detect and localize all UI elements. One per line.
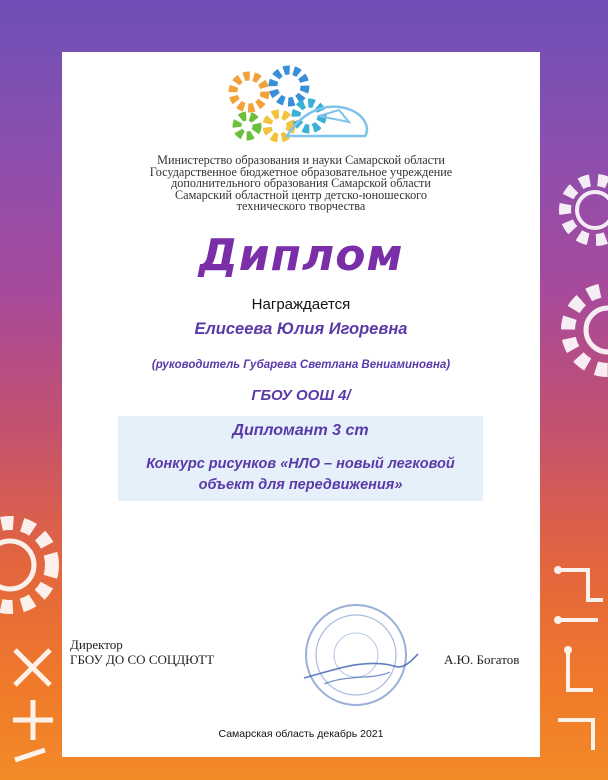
director-position: Директор [70,637,123,652]
contest-line: объект для передвижения» [198,477,403,493]
diploma-sheet [62,52,540,757]
director-block [70,637,214,667]
tools-icon-left-bottom [5,630,63,780]
contest-line: Конкурс рисунков «НЛО – новый легковой [146,456,455,472]
ministry-line: технического творчества [236,199,366,213]
director-organization: ГБОУ ДО СО СОЦДЮТТ [70,652,215,667]
award-degree: Дипломант 3 ст [232,422,369,439]
awarded-label: Награждается [251,296,351,313]
gear-icon-left-bottom [0,505,62,625]
ministry-line: Самарский областной центр детско-юношеского [175,187,427,202]
leader-line: (руководитель Губарева Светлана Вениаминовна) [151,359,451,371]
signer-name: А.Ю. Богатов [444,652,520,667]
official-stamp [294,600,424,710]
ministry-header [62,155,540,213]
ministry-line: дополнительного образования Самарской области [171,176,431,190]
ministry-line: Министерство образования и науки Самарской области [157,153,445,167]
gears-car-logo [227,64,377,142]
gear-icon-right-mid [553,270,608,390]
contest-title [118,454,483,496]
ministry-line: Государственное бюджетное образовательное учреждение [149,164,453,179]
circuit-icon-right-bottom [548,560,608,760]
school-name: ГБОУ ООШ 4/ [251,387,351,404]
footer-place-date: Самарская область декабрь 2021 [218,728,384,740]
gear-icon-right-top [545,160,608,260]
diploma-title: Диплом [198,230,404,281]
recipient-name: Елисеева Юлия Игоревна [194,320,408,338]
award-panel [118,416,483,501]
